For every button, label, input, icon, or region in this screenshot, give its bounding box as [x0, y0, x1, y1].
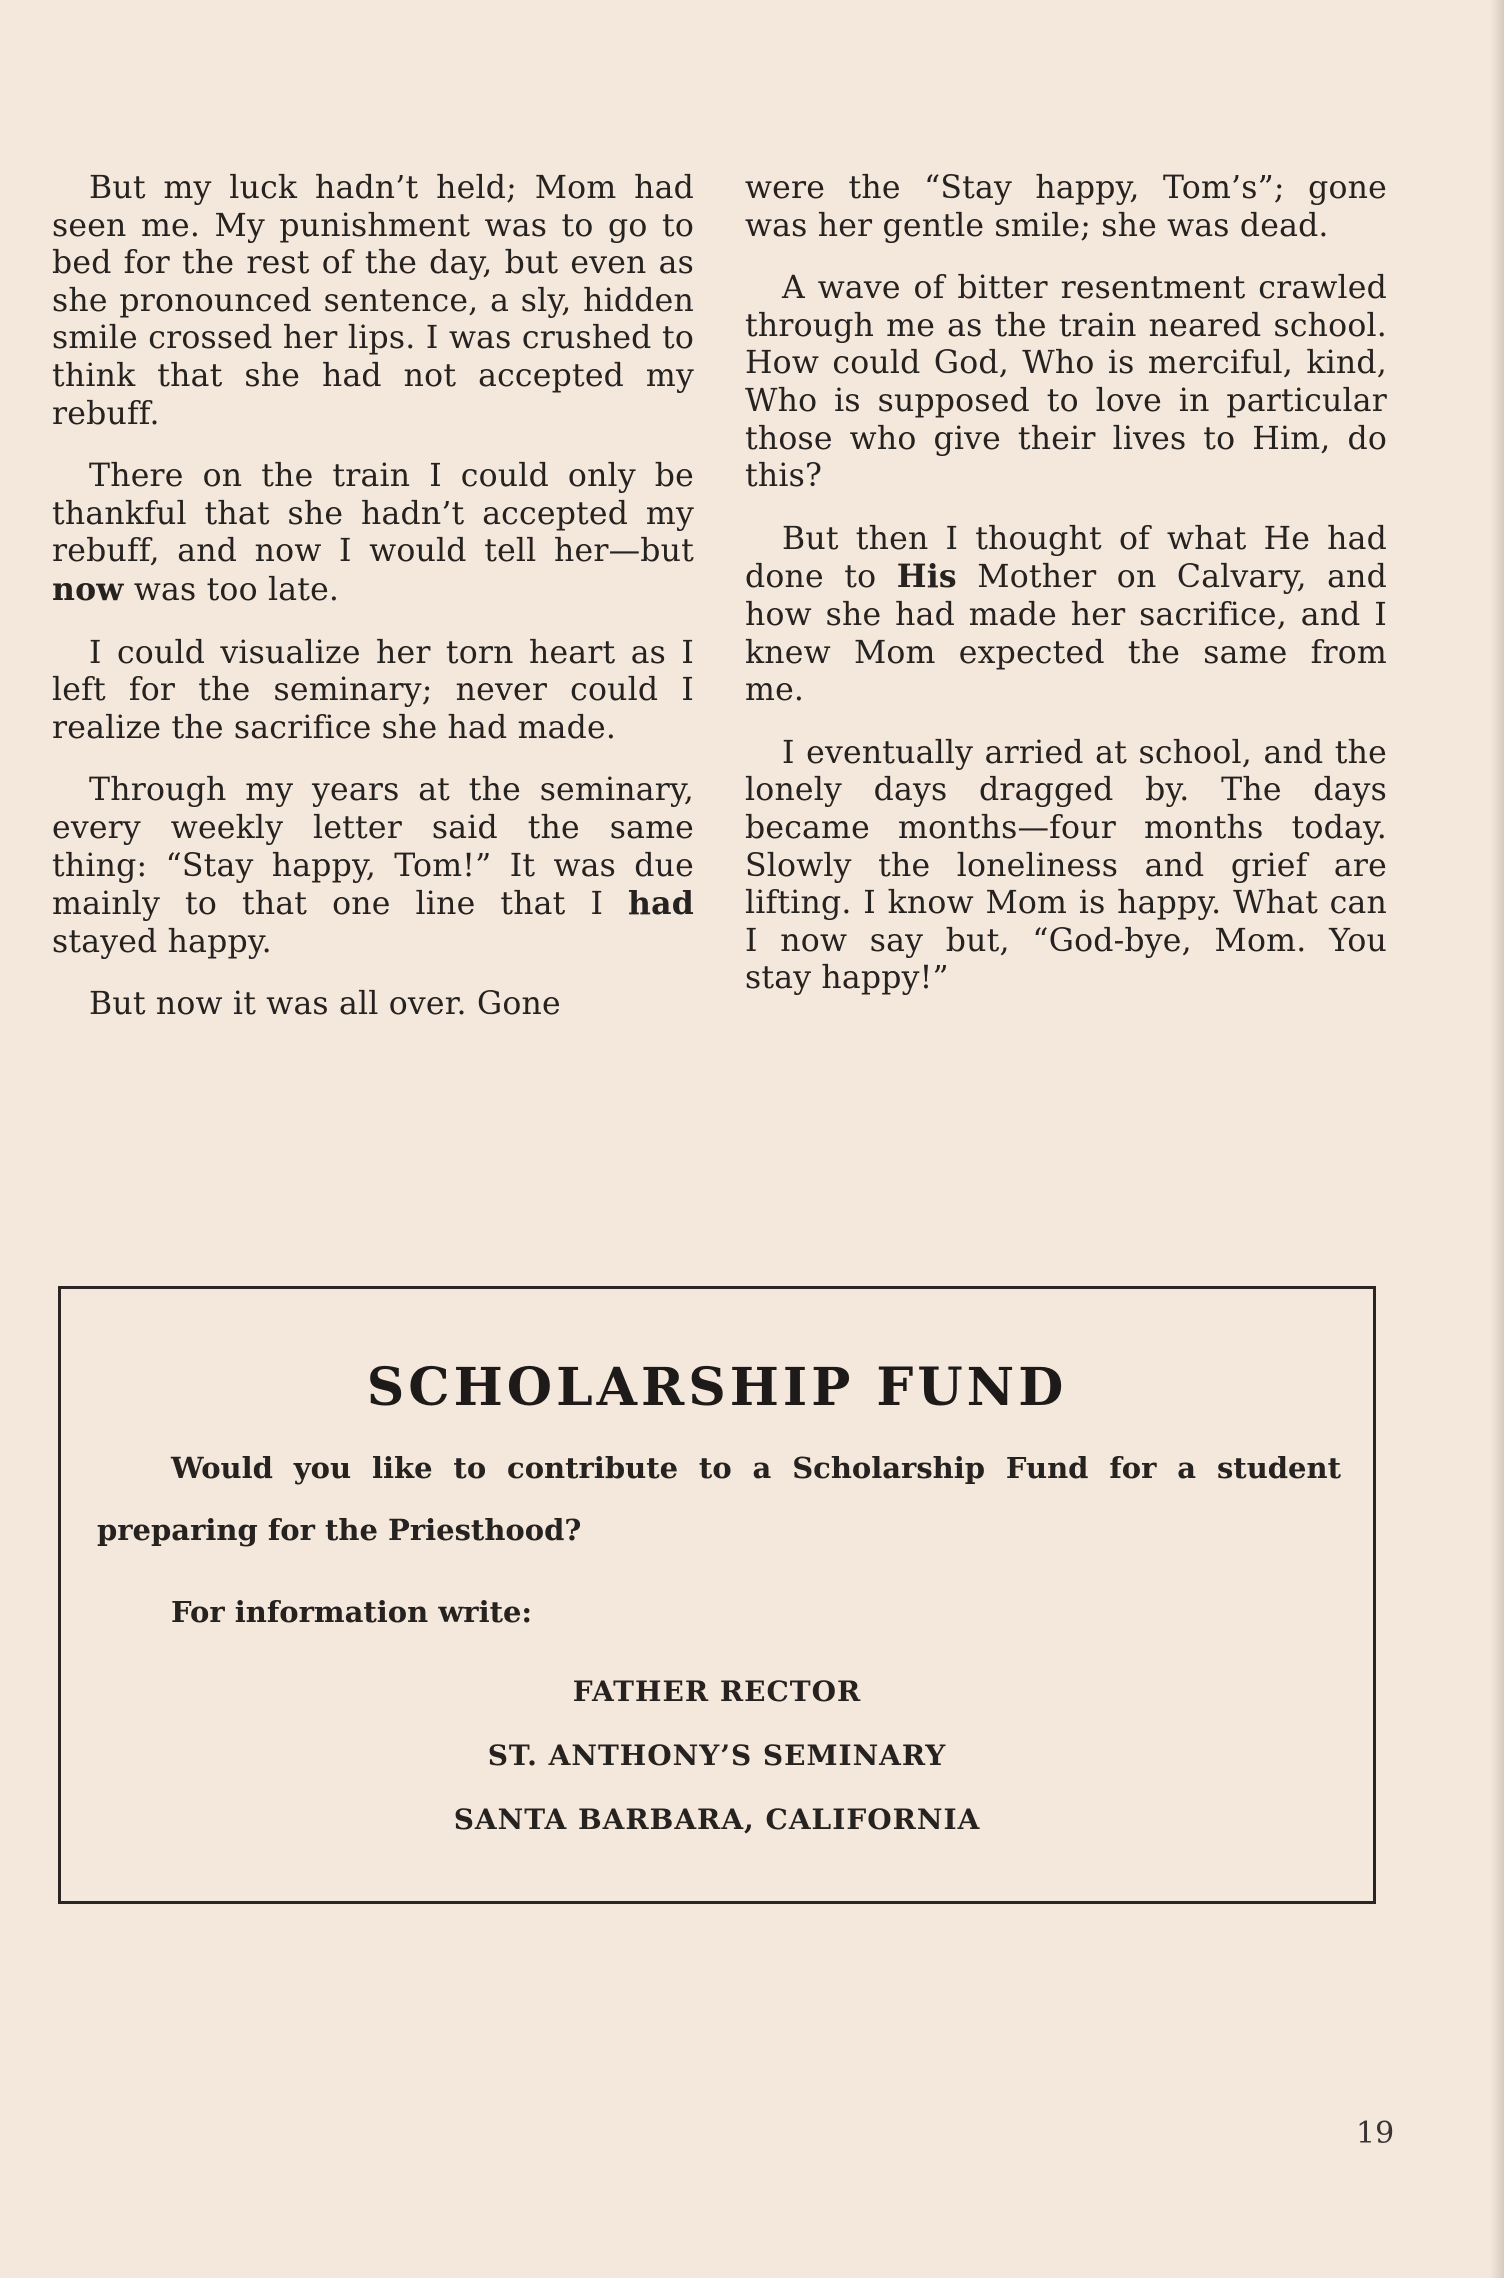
paragraph-text: Mother on Calvary, and how she had made her sacrifice, and I knew Mom expected the same from me. — [745, 559, 1387, 709]
scholarship-fund-title: SCHOLARSHIP FUND — [366, 1357, 1068, 1418]
article-paragraph — [745, 170, 1387, 245]
article-paragraph — [52, 986, 694, 1024]
paragraph-text: But now it was all over. Gone — [89, 986, 561, 1023]
paragraph-text: was too late. — [123, 571, 340, 608]
address-line-3: SANTA BARBARA, CALIFORNIA — [453, 1803, 981, 1836]
article-right-column — [745, 170, 1387, 1023]
paragraph-text: stayed happy. — [52, 923, 272, 960]
paragraph-text: A wave of bitter resentment crawled through me as the train neared school. How could God, Who is merciful, kind, Who is supposed to love in particular those who give their lives to Him, do this? — [745, 270, 1387, 495]
address-line-2: ST. ANTHONY’S SEMINARY — [487, 1739, 947, 1772]
information-label: For information write: — [171, 1595, 533, 1629]
emphasized-text: now — [52, 570, 124, 608]
article-paragraph — [52, 772, 694, 961]
emphasized-text: His — [896, 558, 957, 596]
paragraph-text: There on the train I could only be thankful that she hadn’t accepted my rebuff, and now I would tell her—but — [52, 458, 694, 570]
page-edge-shadow — [1490, 0, 1504, 2278]
article-paragraph — [745, 735, 1387, 998]
article-left-column — [52, 170, 694, 1049]
address-line-1: FATHER RECTOR — [572, 1675, 862, 1708]
page-number: 19 — [1356, 2116, 1395, 2151]
paragraph-text: I could visualize her torn heart as I left for the seminary; never could I realize the sacrifice she had made. — [52, 634, 694, 746]
article-paragraph — [52, 458, 694, 609]
emphasized-text: had — [628, 885, 694, 923]
paragraph-text: I eventually arried at school, and the lonely days dragged by. The days became months—four months today. Slowly the loneliness and grief are lifting. I know Mom is happy. What can I now say but, “God-bye, Mom. You stay happy!” — [745, 734, 1387, 997]
scholarship-fund-text: Would you like to contribute to a Scholarship Fund for a student preparing for the Priesthood? — [97, 1451, 1341, 1547]
article-paragraph — [52, 170, 694, 433]
paragraph-text: But then I thought of what He had done to — [745, 520, 1387, 596]
paragraph-text: But my luck hadn’t held; Mom had seen me. My punishment was to go to bed for the rest of the day, but even as she pronounced sentence, a sly, hidden smile crossed her lips. I was crushed to think that she had not accepted my rebuff. — [52, 170, 694, 432]
article-paragraph — [745, 270, 1387, 496]
paragraph-text: Through my years at the seminary, every weekly letter said the same thing: “Stay happy, Tom!” It was due mainly to that one line that I — [52, 772, 694, 923]
paragraph-text: were the “Stay happy, Tom’s”; gone was her gentle smile; she was dead. — [745, 170, 1387, 244]
scholarship-fund-box — [58, 1286, 1376, 1904]
article-paragraph — [52, 635, 694, 748]
article-paragraph — [745, 521, 1387, 710]
